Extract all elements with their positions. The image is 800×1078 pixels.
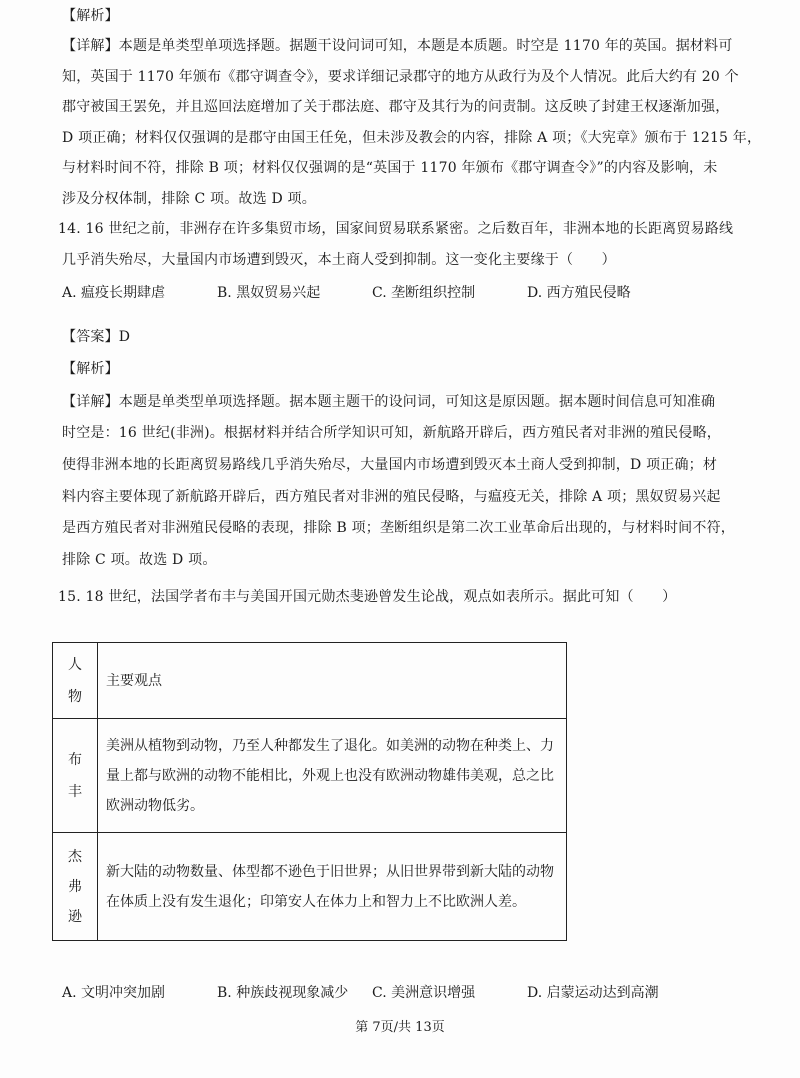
- analysis-heading: 【解析】: [62, 8, 119, 24]
- analysis-line: 【详解】本题是单类型单项选择题。据本题主题干的设问词，可知这是原因题。据本题时间信息可知准确: [62, 394, 716, 410]
- analysis-line: 知，英国于 1170 年颁布《郡守调查令》，要求详细记录郡守的地方从政行为及个人情况。此后大约有 20 个: [62, 69, 739, 85]
- analysis-line: 使得非洲本地的长距离贸易路线几乎消失殆尽，大量国内市场遭到毁灭本土商人受到抑制，D 项正确；材: [62, 457, 718, 473]
- view-cell: 美洲从植物到动物，乃至人种都发生了退化。如美洲的动物在种类上、力量上都与欧洲的动物不能相比，外观上也没有欧洲动物雄伟美观，总之比欧洲动物低劣。: [98, 719, 567, 833]
- viewpoint-table: [52, 642, 567, 941]
- analysis-line: 与材料时间不符，排除 B 项；材料仅仅强调的是“英国于 1170 年颁布《郡守调查令》”的内容及影响，未: [62, 160, 718, 176]
- person-cell: 杰弗逊: [53, 833, 98, 941]
- page-footer: 第 7页/共 13页: [355, 1020, 445, 1035]
- question-14-stem: 14. 16 世纪之前，非洲存在许多集贸市场，国家间贸易联系紧密。之后数百年，非洲本地的长距离贸易路线: [58, 221, 734, 237]
- analysis-line: 郡守被国王罢免，并且巡回法庭增加了关于郡法庭、郡守及其行为的问责制。这反映了封建王权逐渐加强，: [62, 99, 730, 115]
- analysis-line: 是西方殖民者对非洲殖民侵略的表现，排除 B 项；垄断组织是第二次工业革命后出现的，与材料时间不符，: [62, 520, 735, 536]
- analysis-heading: 【解析】: [62, 361, 119, 377]
- analysis-line: 料内容主要体现了新航路开辟后，西方殖民者对非洲的殖民侵略，与瘟疫无关，排除 A 项；黑奴贸易兴起: [62, 489, 721, 505]
- option-b: B. 黑奴贸易兴起: [217, 285, 321, 301]
- view-cell: 新大陆的动物数量、体型都不逊色于旧世界；从旧世界带到新大陆的动物在体质上没有发生退化；印第安人在体力上和智力上不比欧洲人差。: [98, 833, 567, 941]
- question-15-stem: 15. 18 世纪，法国学者布丰与美国开国元勋杰斐逊曾发生论战，观点如表所示。据此可知（ ）: [58, 589, 677, 605]
- table-row: [53, 833, 567, 941]
- analysis-line: D 项正确；材料仅仅强调的是郡守由国王任免，但未涉及教会的内容，排除 A 项；《大宪章》颁布于 1215 年，: [62, 130, 762, 146]
- analysis-line: 排除 C 项。故选 D 项。: [62, 552, 217, 568]
- analysis-line: 涉及分权体制，排除 C 项。故选 D 项。: [62, 191, 316, 207]
- option-a: A. 文明冲突加剧: [62, 985, 166, 1001]
- header-person: 人物: [53, 643, 98, 719]
- option-d: D. 西方殖民侵略: [527, 285, 631, 301]
- option-a: A. 瘟疫长期肆虐: [62, 285, 166, 301]
- option-c: C. 美洲意识增强: [372, 985, 476, 1001]
- question-14-stem: 几乎消失殆尽，大量国内市场遭到毁灭，本土商人受到抑制。这一变化主要缘于（ ）: [62, 252, 616, 268]
- header-view: 主要观点: [98, 643, 567, 719]
- person-cell: 布丰: [53, 719, 98, 833]
- option-b: B. 种族歧视现象减少: [217, 985, 349, 1001]
- table-header-row: [53, 643, 567, 719]
- option-d: D. 启蒙运动达到高潮: [527, 985, 659, 1001]
- question-14-options: [62, 282, 682, 302]
- answer: 【答案】D: [62, 329, 131, 345]
- analysis-line: 【详解】本题是单类型单项选择题。据题干设问词可知，本题是本质题。时空是 1170 年的英国。据材料可: [62, 38, 733, 54]
- question-15-options: [62, 982, 682, 1002]
- analysis-line: 时空是：16 世纪(非洲)。根据材料并结合所学知识可知，新航路开辟后，西方殖民者对非洲的殖民侵略，: [62, 425, 721, 441]
- table-row: [53, 719, 567, 833]
- option-c: C. 垄断组织控制: [372, 285, 476, 301]
